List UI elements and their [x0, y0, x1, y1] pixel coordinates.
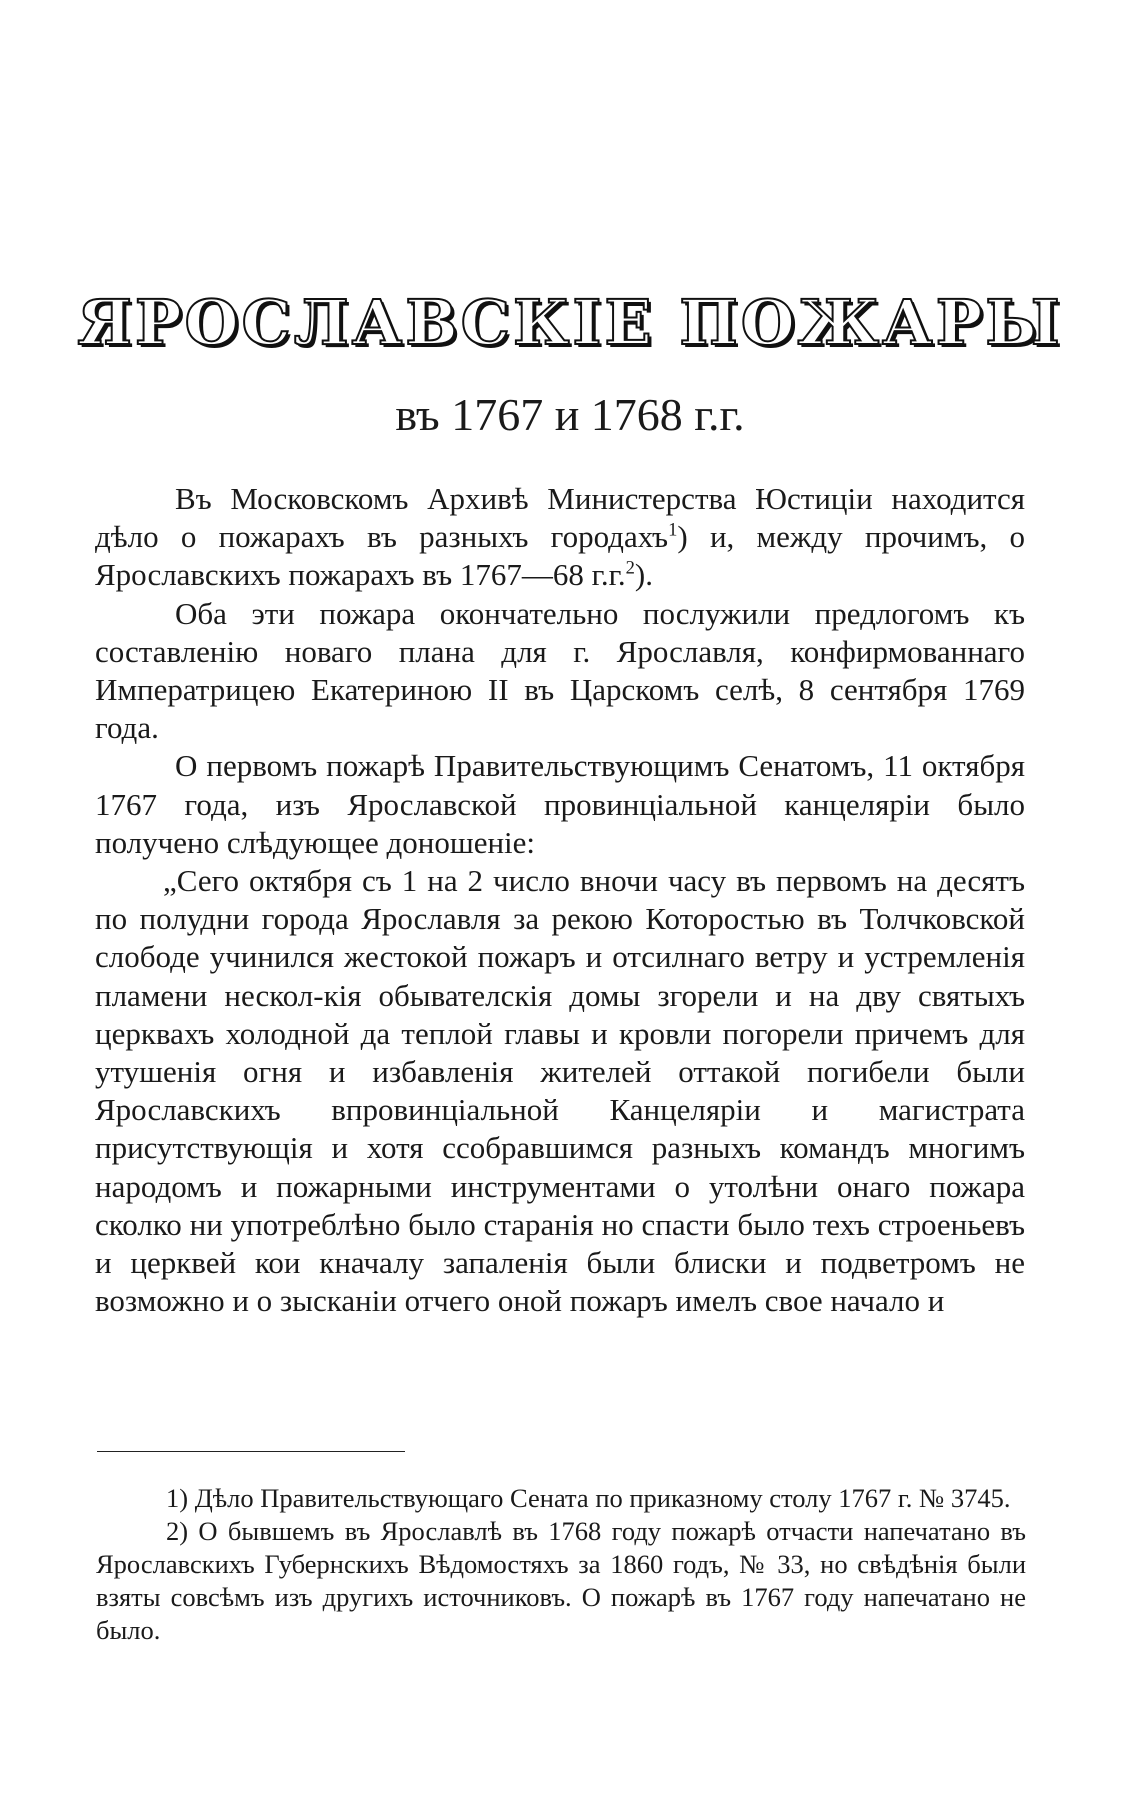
paragraph-2: Оба эти пожара окончательно послужили предлогомъ къ составленію новаго плана для г. Ярославля, конфирмованнаго Императрицею Екатериною II въ Царскомъ селѣ, 8 сентября 1769 года. — [95, 595, 1025, 746]
footnote-divider — [97, 1451, 405, 1452]
footnote-1: 1) Дѣло Правительствующаго Сената по приказному столу 1767 г. № 3745. — [166, 1483, 1011, 1513]
page-subtitle: въ 1767 и 1768 г.г. — [395, 389, 745, 440]
footnote-ref-1: 1 — [668, 519, 678, 541]
paragraph-1: Въ Московскомъ Архивѣ Министерства Юстиціи находится дѣло о пожарахъ въ разныхъ городахъ$^1$) и, между прочимъ, о Ярославскихъ пожарахъ въ 1767—68 г.г.$^2$). — [95, 481, 1025, 593]
body-text — [95, 480, 1025, 1320]
page-title: ЯРОСЛАВСКІЕ ПОЖАРЫ — [77, 286, 1063, 359]
footnotes — [96, 1482, 1026, 1647]
footnote-2: 2) О бывшемъ въ Ярославлѣ въ 1768 году пожарѣ отчасти напечатано въ Ярославскихъ Губернскихъ Вѣдомостяхъ за 1860 годъ, № 33, но свѣдѣнія были взяты совсѣмъ изъ другихъ источниковъ. О пожарѣ въ 1767 году напечатано не было. — [96, 1516, 1026, 1645]
footnote-ref-2: 2 — [625, 558, 635, 580]
paragraph-quote: „Сего октября съ 1 на 2 число вночи часу въ первомъ на десятъ по полудни города Ярославля за рекою Которостью въ Толчковской слободе учинился жестокой пожаръ и отсилнаго ветру и устремленія пламени нескол-кія обывателскія домы згорели и на дву святыхъ церквахъ холодной да теплой главы и кровли погорели причемъ для утушенія огня и избавленія жителей оттакой погибели были Ярославскихъ впровинціальной Канцеляріи и магистрата присутствующія и хотя ссобравшимся разныхъ командъ многимъ народомъ и пожарными инструментами о утолѣни онаго пожара сколко ни употреблѣно было старанія но спасти было техъ строеньевъ и церквей кои кначалу запаленія были блиски и подветромъ не возможно и о зысканіи отчего оной пожаръ имелъ свое начало и — [95, 863, 1025, 1319]
paragraph-3: О первомъ пожарѣ Правительствующимъ Сенатомъ, 11 октября 1767 года, изъ Ярославской провинціальной канцеляріи было получено слѣдующее доношеніе: — [95, 748, 1025, 860]
